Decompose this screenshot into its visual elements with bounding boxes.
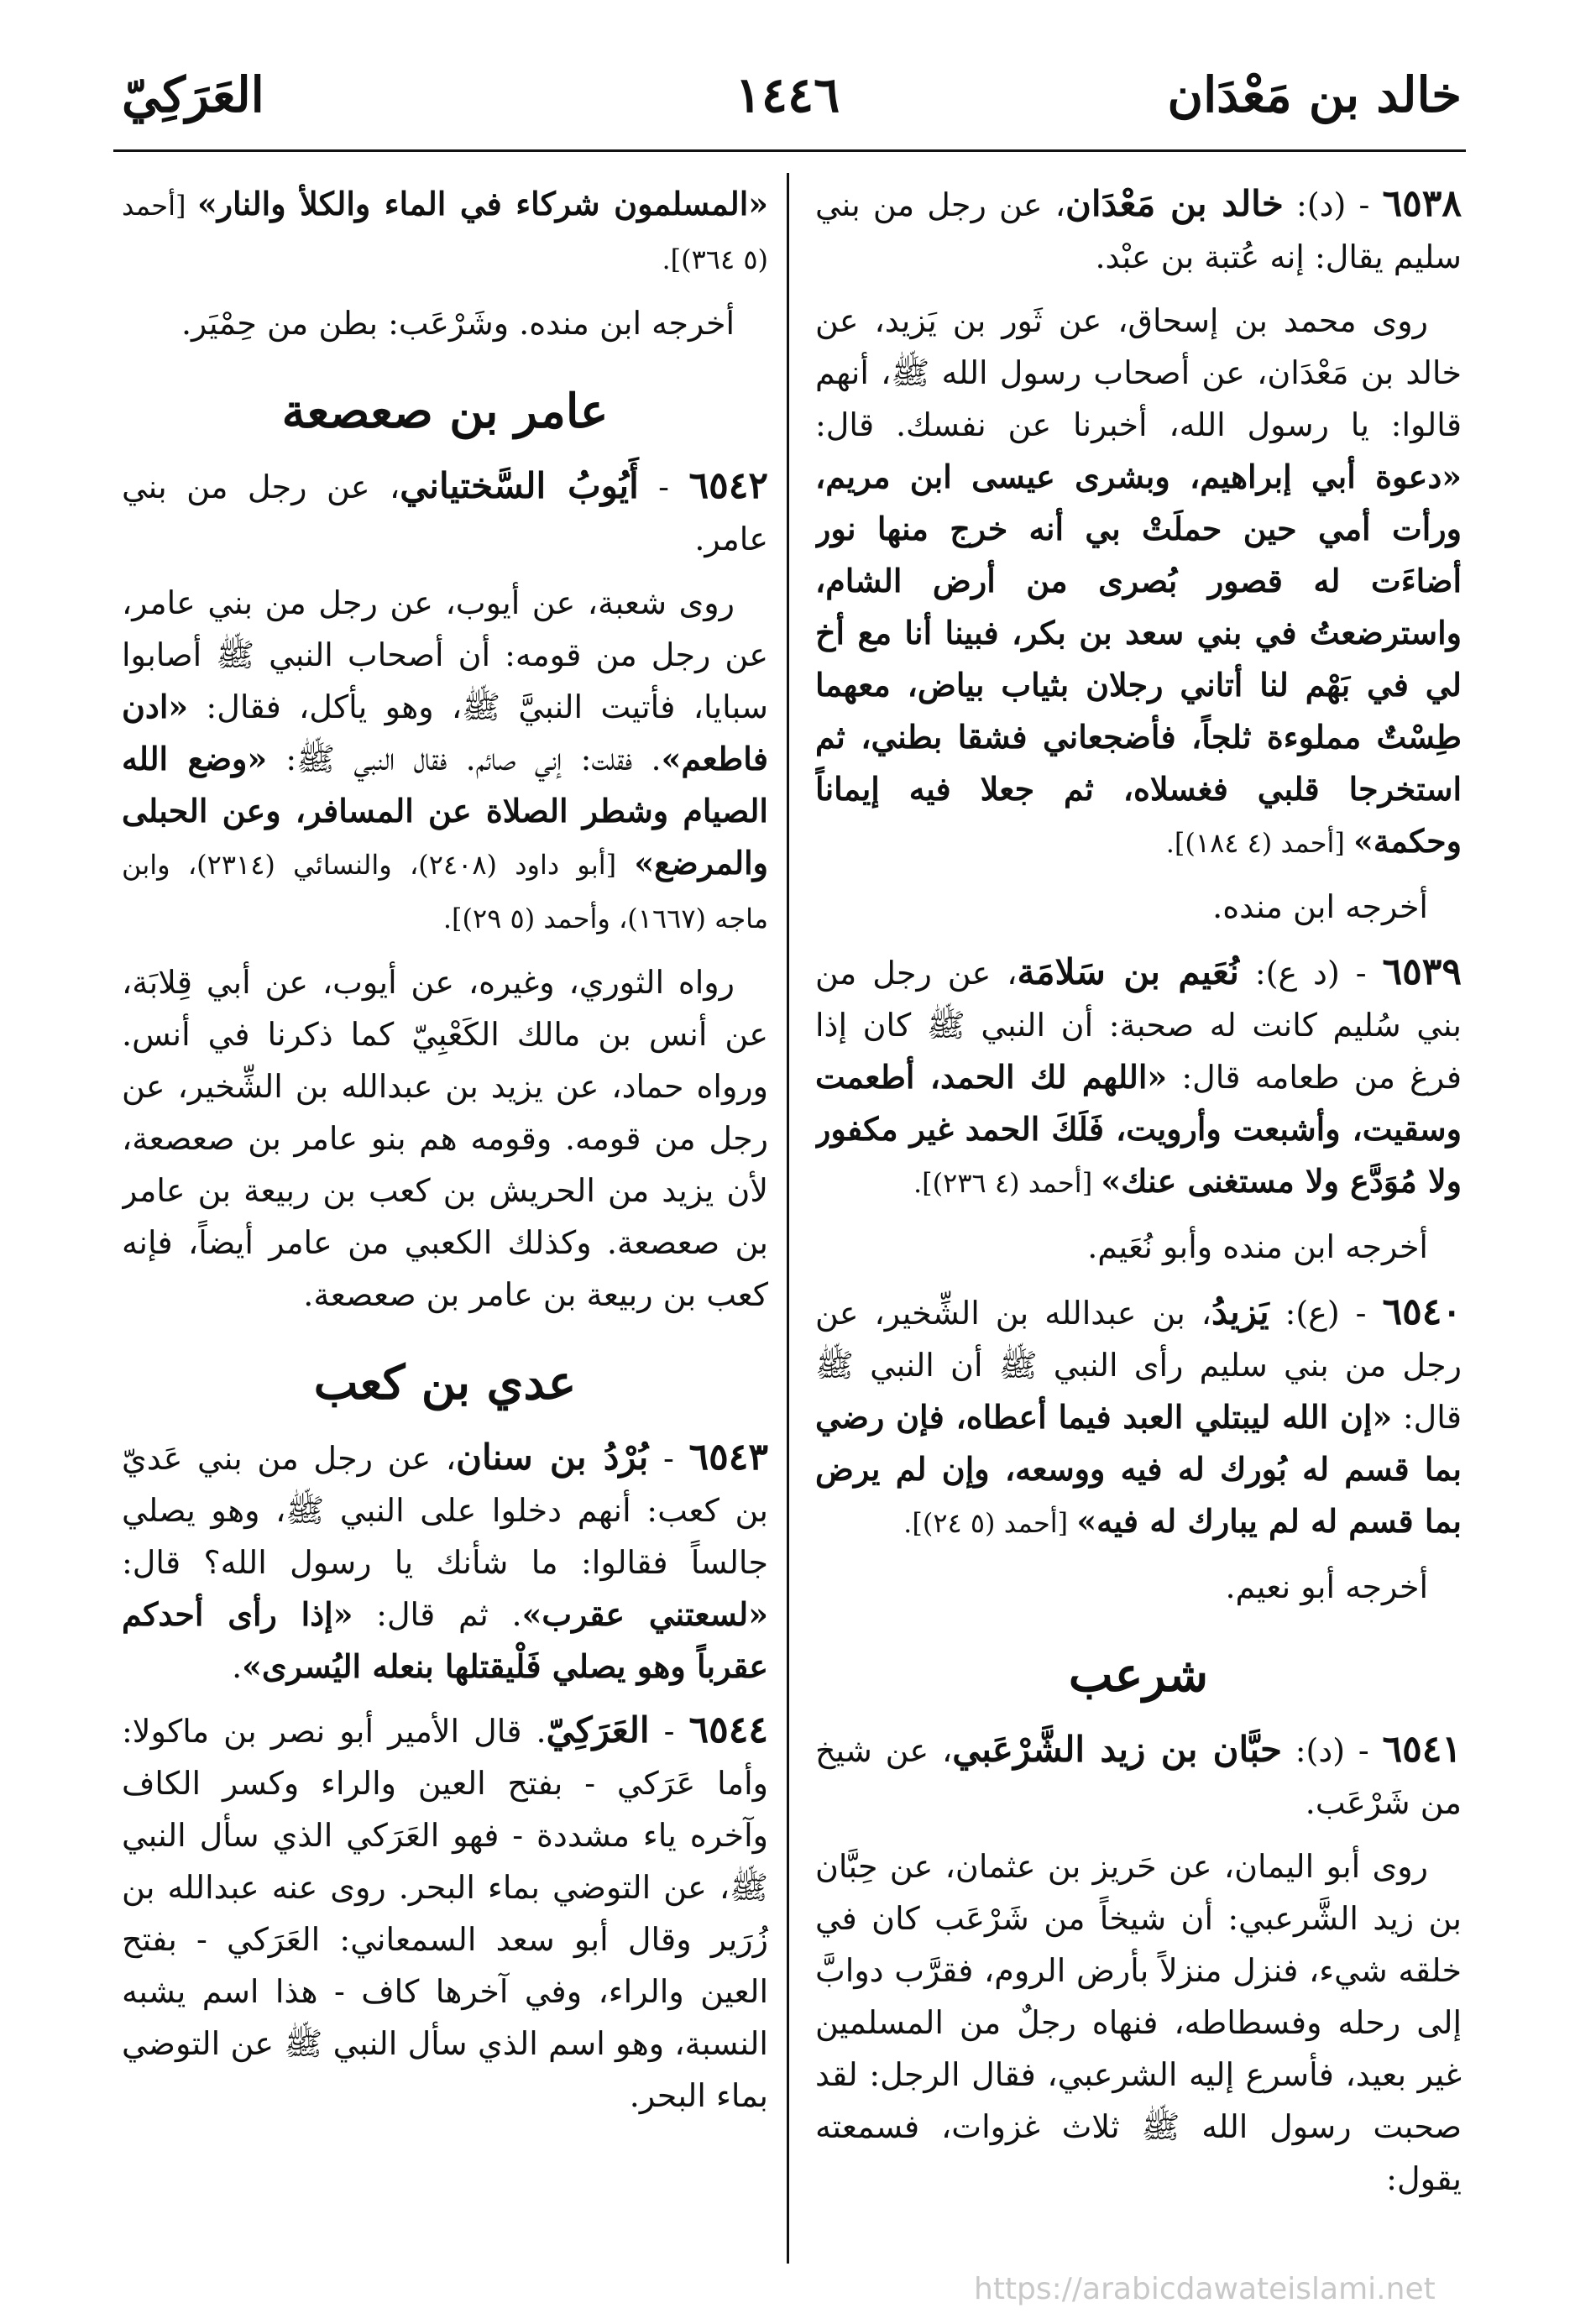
entry-text: ، عن رجل من بني عامر.: [122, 468, 768, 557]
takhrij-6540: أخرجه أبو نعيم.: [1225, 1568, 1428, 1605]
entry-6541: [815, 1724, 1462, 1829]
hadith-text: «وضع الله الصيام وشطر الصلاة عن المسافر، وعن الحبلى والمرضع»: [122, 740, 768, 882]
section-heading-adi: عدي بن كعب: [313, 1355, 577, 1411]
entry-source: - (د ع):: [1238, 955, 1383, 992]
entry-text: . ثم قال:: [353, 1596, 522, 1633]
hadith-text: «ادن فاطعم»: [122, 688, 768, 777]
entry-source: - (د):: [1281, 1732, 1383, 1769]
entry-text: ، عن شيخ من شَرْعَب.: [815, 1732, 1462, 1821]
entry-6542: [122, 460, 768, 565]
narration-text: . فقلت: إني صائم. فقال النبي ﷺ:: [267, 741, 662, 777]
reference: [أحمد (٥ ٢٤)].: [903, 1507, 1077, 1539]
entry-text: ، عن رجل من بني عَديّ بن كعب: أنهم دخلوا على النبي ﷺ، وهو يصلي جالساً فقالوا: ما شأنك يا رسول الله؟ قال:: [122, 1440, 768, 1581]
section-heading-shar: شرعب: [1068, 1647, 1209, 1703]
entry-number: ٦٥٣٩: [1382, 950, 1462, 993]
running-head-right: خالد بن مَعْدَان: [1167, 66, 1462, 123]
entry-6543: [122, 1432, 768, 1693]
entry-6544: [122, 1704, 768, 2122]
entry-text: ، عن رجل من بني سُليم كانت له صحبة: أن النبي ﷺ كان إذا فرغ من طعامه قال:: [815, 955, 1462, 1096]
entry-number: ٦٥٤٢: [688, 464, 768, 507]
running-head-left: العَرَكِيّ: [122, 66, 264, 123]
entry-name: العَرَكِيّ: [546, 1709, 650, 1751]
entry-source: - (د):: [1283, 186, 1383, 223]
entry-source: -: [649, 1713, 689, 1750]
left-column: [122, 178, 768, 2260]
right-column: [815, 178, 1462, 2260]
reference: [أحمد (٤ ١٨٤)].: [1165, 827, 1354, 859]
hadith-text: «اللهم لك الحمد، أطعمت وسقيت، وأشبعت وأرويت، فَلَكَ الحمد غير مكفور ولا مُوَدَّع ولا مستغنى عنك»: [815, 1058, 1462, 1200]
entry-source: -: [648, 1440, 689, 1477]
narration-6542: [122, 577, 768, 945]
entry-name: نُعَيم بن سَلامَة: [1017, 951, 1239, 992]
entry-source: - (ع):: [1269, 1295, 1383, 1332]
entry-number: ٦٥٣٨: [1382, 182, 1462, 225]
watermark-url: https://arabicdawateislami.net: [974, 2272, 1436, 2306]
remark-6542: رواه الثوري، وغيره، عن أيوب، عن أبي قِلابَة، عن أنس بن مالك الكَعْبِيّ كما ذكرنا في أنس. ورواه حماد، عن يزيد بن عبدالله بن الشِّخير، عن رجل من قومه. وقومه هم بنو عامر بن صعصعة، لأن يزيد من الحريش بن كعب بن ربيعة بن عامر بن صعصعة. وكذلك الكعبي من عامر أيضاً، فإنه كعب بن ربيعة بن عامر بن صعصعة.: [122, 964, 768, 1313]
entry-name: خالد بن مَعْدَان: [1065, 183, 1284, 224]
hadith-continuation: [122, 178, 768, 285]
takhrij-6538: أخرجه ابن منده.: [1212, 888, 1428, 925]
narration-text: روى شعبة، عن أيوب، عن رجل من بني عامر، عن رجل من قومه: أن أصحاب النبي ﷺ أصابوا سبايا، فأتيت النبيَّ ﷺ، وهو يأكل، فقال:: [122, 584, 768, 725]
entry-number: ٦٥٤٤: [688, 1709, 768, 1751]
entry-number: ٦٥٤٠: [1382, 1290, 1462, 1333]
narration-text: روى محمد بن إسحاق، عن ثَور بن يَزيد، عن خالد بن مَعْدَان، عن أصحاب رسول الله ﷺ، أنهم قالوا: يا رسول الله، أخبرنا عن نفسك. قال:: [815, 302, 1462, 443]
reference: [أحمد (٥ ٣٦٤)].: [122, 190, 768, 275]
hadith-text: «دعوة أبي إبراهيم، وبشرى عيسى ابن مريم، ورأت أمي حين حملَتْ بي أنه خرج منها نور أضاءَت له قصور بُصرى من أرض الشام، واسترضعتُ في بني سعد بن بكر، فبينا أنا مع أخ لي في بَهْم لنا أتاني رجلان بثياب بياض، معهما طِسْتٌ مملوءة ثلجاً، فأضجعاني فشقا بطني، ثم استخرجا قلبي فغسلاه، ثم جعلا فيه إيماناً وحكمة»: [815, 458, 1462, 860]
takhrij-6541: أخرجه ابن منده. وشَرْعَب: بطن من حِمْيَر.: [181, 305, 735, 342]
entry-number: ٦٥٤١: [1382, 1728, 1462, 1771]
narration-6541: روى أبو اليمان، عن حَريز بن عثمان، عن حِبَّان بن زيد الشَّرعبي: أن شيخاً من شَرْعَب كان في خلقه شيء، فنزل منزلاً بأرض الروم، فقرَّب دوابَّ إلى رحله وفسطاطه، فنهاه رجلٌ من المسلمين غير بعيد، فأسرع إليه الشرعبي، فقال الرجل: لقد صحبت رسول الله ﷺ ثلاث غزوات، فسمعته يقول:: [815, 1848, 1462, 2197]
entry-6539: [815, 946, 1462, 1209]
section-heading-amir: عامر بن صعصعة: [281, 384, 609, 439]
entry-text: .: [232, 1648, 243, 1685]
reference: [أحمد (٤ ٢٣٦)].: [913, 1167, 1101, 1199]
entry-6538: [815, 178, 1462, 283]
hadith-text: «إن الله ليبتلي العبد فيما أعطاه، فإن رضي بما قسم له بُورك له فيه ووسعه، وإن لم يرض بما قسم له لم يبارك له فيه»: [815, 1398, 1462, 1540]
entry-number: ٦٥٤٣: [688, 1436, 768, 1479]
takhrij-6539: أخرجه ابن منده وأبو نُعَيم.: [1087, 1228, 1428, 1265]
entry-name: حبَّان بن زيد الشَّرْعَبي: [952, 1729, 1282, 1770]
entry-text: ، بن عبدالله بن الشِّخير، عن رجل من بني سليم رأى النبي ﷺ أن النبي ﷺ قال:: [815, 1295, 1462, 1436]
entry-6540: [815, 1286, 1462, 1549]
hadith-text: «لسعتني عقرب»: [521, 1595, 768, 1633]
hadith-text: «المسلمون شركاء في الماء والكلأ والنار»: [196, 185, 768, 222]
entry-text: ، عن رجل من بني سليم يقال: إنه عُتبة بن عبْد.: [815, 186, 1462, 275]
entry-source: -: [638, 468, 689, 505]
entry-name: يَزيدُ: [1211, 1291, 1269, 1332]
entry-name: بُرْدُ بن سنان: [456, 1437, 649, 1478]
reference: [أبو داود (٢٤٠٨)، والنسائي (٢٣١٤)، وابن ماجه (١٦٦٧)، وأحمد (٥ ٢٩)].: [122, 849, 768, 934]
hadith-text: «إذا رأى أحدكم عقرباً وهو يصلي فَلْيقتلها بنعله اليُسرى»: [122, 1595, 768, 1685]
header-rule: [113, 149, 1466, 152]
entry-name: أَيُوبُ السَّختياني: [400, 465, 639, 506]
column-divider: [787, 173, 789, 2264]
entry-text: . قال الأمير أبو نصر بن ماكولا: وأما عَرَكي - بفتح العين والراء وكسر الكاف وآخره ياء مشددة - فهو العَرَكي الذي سأل النبي ﷺ، عن التوضي بماء البحر. روى عنه عبدالله بن زُرَير وقال أبو سعد السمعاني: العَرَكي - بفتح العين والراء، وفي آخرها كاف - هذا اسم يشبه النسبة، وهو اسم الذي سأل النبي ﷺ عن التوضي بماء البحر.: [122, 1713, 768, 2114]
page-number: ١٤٤٦: [735, 66, 840, 123]
narration-6538: [815, 295, 1462, 869]
